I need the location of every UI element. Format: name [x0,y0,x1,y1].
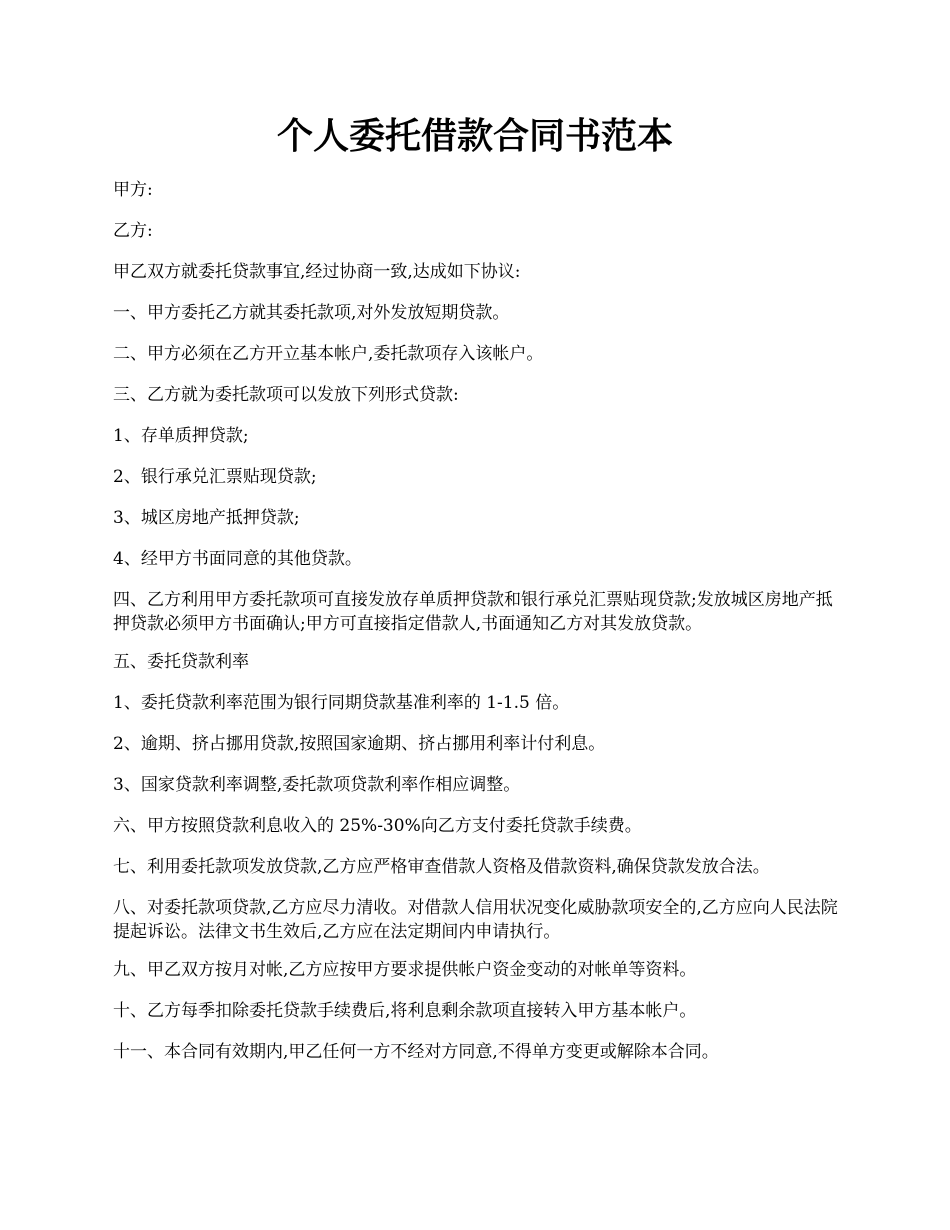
paragraph-party-a: 甲方: [113,180,153,200]
paragraph-clause-9: 九、甲乙双方按月对帐,乙方应按甲方要求提供帐户资金变动的对帐单等资料。 [113,960,697,980]
paragraph-clause-3-item-2: 2、银行承兑汇票贴现贷款; [113,467,317,487]
paragraph-party-b: 乙方: [113,221,153,241]
paragraph-clause-5-item-3: 3、国家贷款利率调整,委托款项贷款利率作相应调整。 [113,775,521,795]
paragraph-clause-5: 五、委托贷款利率 [113,652,249,672]
paragraph-clause-5-item-2: 2、逾期、挤占挪用贷款,按照国家逾期、挤占挪用利率计付利息。 [113,734,606,754]
paragraph-intro: 甲乙双方就委托贷款事宜,经过协商一致,达成如下协议: [113,262,521,282]
paragraph-clause-3-item-1: 1、存单质押贷款; [113,426,249,446]
document-title: 个人委托借款合同书范本 [276,115,673,157]
paragraph-clause-5-item-1: 1、委托贷款利率范围为银行同期贷款基准利率的 1-1.5 倍。 [113,693,570,713]
paragraph-clause-7: 七、利用委托款项发放贷款,乙方应严格审查借款人资格及借款资料,确保贷款发放合法。 [113,857,770,877]
paragraph-clause-3: 三、乙方就为委托款项可以发放下列形式贷款: [113,385,459,405]
paragraph-clause-2: 二、甲方必须在乙方开立基本帐户,委托款项存入该帐户。 [113,344,544,364]
document-body [113,178,841,1081]
paragraph-clause-8: 八、对委托款项贷款,乙方应尽力清收。对借款人信用状况变化威胁款项安全的,乙方应向人民法院提起诉讼。法律文书生效后,乙方应在法定期间内申请执行。 [113,898,838,942]
paragraph-clause-3-item-4: 4、经甲方书面同意的其他贷款。 [113,549,362,569]
paragraph-clause-10: 十、乙方每季扣除委托贷款手续费后,将利息剩余款项直接转入甲方基本帐户。 [113,1001,697,1021]
paragraph-clause-3-item-3: 3、城区房地产抵押贷款; [113,508,300,528]
paragraph-clause-1: 一、甲方委托乙方就其委托款项,对外发放短期贷款。 [113,303,510,323]
paragraph-clause-11: 十一、本合同有效期内,甲乙任何一方不经对方同意,不得单方变更或解除本合同。 [113,1042,719,1062]
paragraph-clause-6: 六、甲方按照贷款利息收入的 25%-30%向乙方支付委托贷款手续费。 [113,816,642,836]
paragraph-clause-4: 四、乙方利用甲方委托款项可直接发放存单质押贷款和银行承兑汇票贴现贷款;发放城区房地产抵押贷款必须甲方书面确认;甲方可直接指定借款人,书面通知乙方对其发放贷款。 [113,590,833,634]
